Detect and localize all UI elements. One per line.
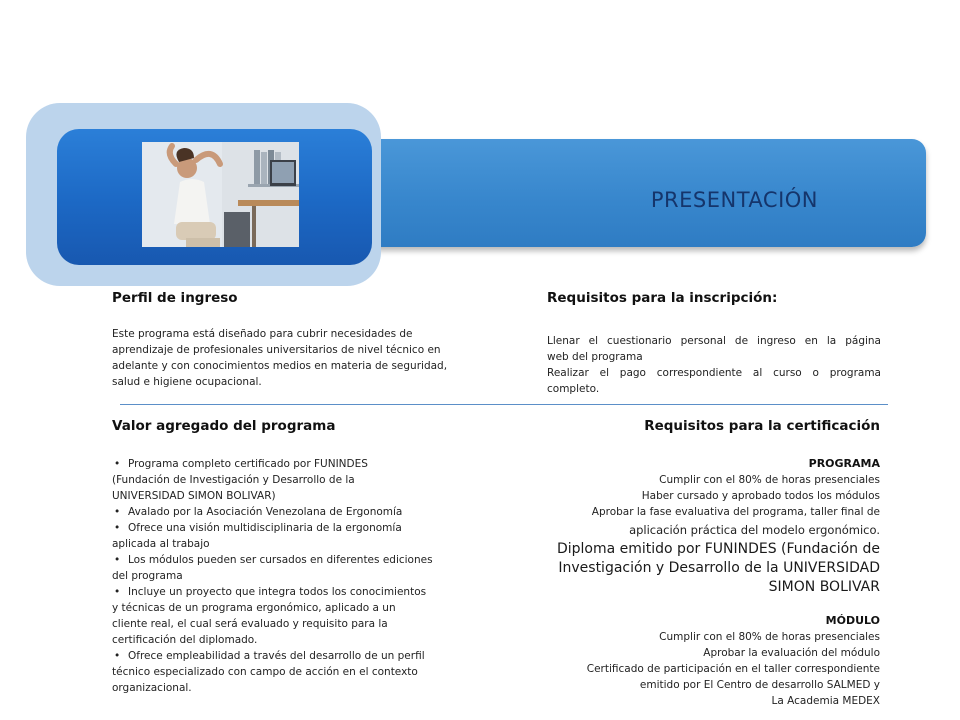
- valor-item: [112, 456, 482, 504]
- diploma-line: SIMON BOLIVAR: [768, 579, 880, 595]
- perfil-body: [112, 326, 502, 390]
- certificacion-heading: Requisitos para la certificación: [644, 418, 880, 434]
- bullet-icon: •: [114, 458, 121, 470]
- valor-item-text: Ofrece una visión multidisciplinaria de la ergonomía: [128, 522, 402, 534]
- perfil-heading: Perfil de ingreso: [112, 290, 238, 306]
- valor-item-continuation: técnico especializado con campo de acción en el contexto: [112, 666, 418, 678]
- modulo-line: emitido por El Centro de desarrollo SALMED y: [639, 679, 880, 691]
- valor-item: [112, 552, 482, 584]
- valor-item-continuation: aplicada al trabajo: [112, 538, 210, 550]
- inscripcion-line: web del programa: [547, 351, 643, 363]
- valor-item: [112, 584, 482, 648]
- valor-item-text: Ofrece empleabilidad a través del desarrollo de un perfil: [128, 650, 425, 662]
- valor-item-continuation: del programa: [112, 570, 183, 582]
- section-divider: [120, 404, 888, 405]
- valor-item: [112, 504, 482, 520]
- valor-item-continuation: certificación del diplomado.: [112, 634, 258, 646]
- programa-line: Haber cursado y aprobado todos los módulos: [641, 490, 880, 502]
- inscripcion-line: completo.: [547, 383, 600, 395]
- inscripcion-heading: Requisitos para la inscripción:: [547, 290, 778, 306]
- certificacion-programa: [500, 456, 880, 597]
- valor-heading: Valor agregado del programa: [112, 418, 336, 434]
- inscripcion-line: Llenar el cuestionario personal de ingreso en la página: [547, 335, 881, 347]
- valor-item-text: Los módulos pueden ser cursados en diferentes ediciones: [128, 554, 433, 566]
- bullet-icon: •: [114, 554, 121, 566]
- modulo-line: Certificado de participación en el taller correspondiente: [586, 663, 880, 675]
- perfil-line: aprendizaje de profesionales universitarios de nivel técnico en: [112, 344, 441, 356]
- valor-item-continuation: (Fundación de Investigación y Desarrollo de la: [112, 474, 355, 486]
- valor-item-text: Incluye un proyecto que integra todos los conocimientos: [128, 586, 427, 598]
- programa-subheading: PROGRAMA: [808, 457, 880, 470]
- perfil-line: salud e higiene ocupacional.: [112, 376, 262, 388]
- modulo-line: Aprobar la evaluación del módulo: [703, 647, 880, 659]
- certificacion-modulo: [500, 613, 880, 709]
- modulo-line: La Academia MEDEX: [771, 695, 880, 707]
- valor-item-continuation: organizacional.: [112, 682, 192, 694]
- bullet-icon: •: [114, 650, 121, 662]
- valor-item-continuation: cliente real, el cual será evaluado y requisito para la: [112, 618, 388, 630]
- valor-item-continuation: UNIVERSIDAD SIMON BOLIVAR): [112, 490, 276, 502]
- perfil-line: Este programa está diseñado para cubrir necesidades de: [112, 328, 413, 340]
- valor-item-continuation: y técnicas de un programa ergonómico, aplicado a un: [112, 602, 396, 614]
- programa-line: aplicación práctica del modelo ergonómico.: [629, 523, 880, 537]
- diploma-line: Investigación y Desarrollo de la UNIVERSIDAD: [558, 560, 880, 576]
- inscripcion-line: Realizar el pago correspondiente al curso o programa: [547, 367, 881, 379]
- bullet-icon: •: [114, 586, 121, 598]
- valor-item-text: Avalado por la Asociación Venezolana de Ergonomía: [128, 506, 403, 518]
- modulo-subheading: MÓDULO: [825, 614, 880, 627]
- bullet-icon: •: [114, 506, 121, 518]
- inscripcion-body: [547, 333, 881, 397]
- diploma-line: Diploma emitido por FUNINDES (Fundación de: [556, 541, 880, 557]
- page-title: PRESENTACIÓN: [650, 188, 818, 212]
- programa-line: Cumplir con el 80% de horas presenciales: [659, 474, 880, 486]
- valor-list: [112, 456, 482, 696]
- title-banner: [355, 139, 926, 247]
- modulo-line: Cumplir con el 80% de horas presenciales: [659, 631, 880, 643]
- valor-item: [112, 648, 482, 696]
- valor-item: [112, 520, 482, 552]
- valor-item-text: Programa completo certificado por FUNINDES: [128, 458, 368, 470]
- office-stretch-photo: [142, 142, 299, 247]
- bullet-icon: •: [114, 522, 121, 534]
- perfil-line: adelante y con conocimientos medios en materia de seguridad,: [112, 360, 448, 372]
- programa-line: Aprobar la fase evaluativa del programa, taller final de: [591, 506, 880, 518]
